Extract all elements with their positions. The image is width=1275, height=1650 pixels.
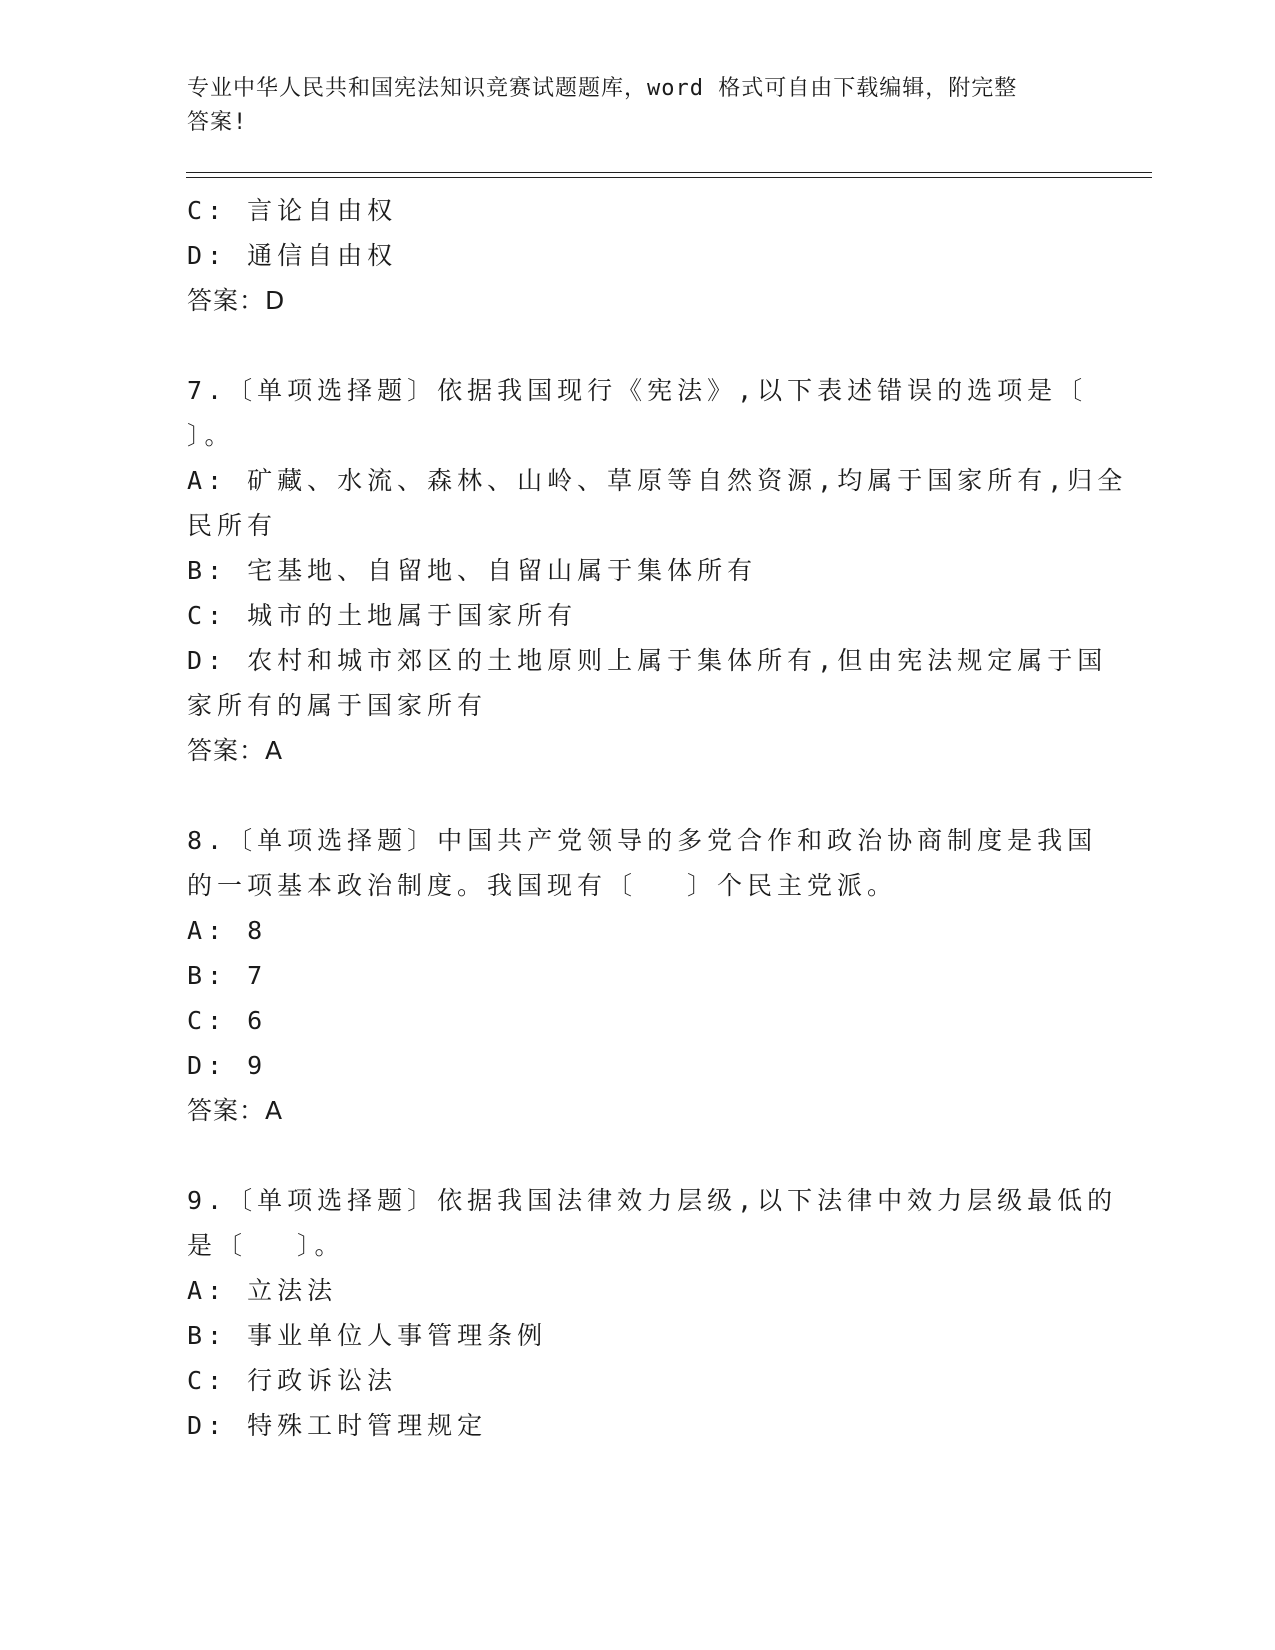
question-stem: 7.〔单项选择题〕依据我国现行《宪法》,以下表述错误的选项是〔 xyxy=(187,376,1088,405)
option-d-cont: 家所有的属于国家所有 xyxy=(187,691,488,720)
question-stem-cont: 是〔 〕。 xyxy=(187,1231,345,1260)
question-stem-cont: 的一项基本政治制度。我国现有〔 〕个民主党派。 xyxy=(187,871,898,900)
option-a-cont: 民所有 xyxy=(187,511,278,540)
answer: 答案：A xyxy=(187,1096,284,1125)
option-c: C: 言论自由权 xyxy=(187,196,398,225)
option-d: D: 通信自由权 xyxy=(187,241,398,270)
question-6-tail xyxy=(187,188,1087,323)
option-c: C: 城市的土地属于国家所有 xyxy=(187,601,578,630)
option-a: A: 立法法 xyxy=(187,1276,338,1305)
option-d: D: 特殊工时管理规定 xyxy=(187,1411,488,1440)
option-d: D: 农村和城市郊区的土地原则上属于集体所有,但由宪法规定属于国 xyxy=(187,646,1108,675)
option-a: A: 8 xyxy=(187,916,268,945)
answer: 答案：D xyxy=(187,286,286,315)
option-b: B: 7 xyxy=(187,961,268,990)
question-8 xyxy=(187,818,1098,1133)
header-rule-top xyxy=(186,172,1152,173)
option-b: B: 宅基地、自留地、自留山属于集体所有 xyxy=(187,556,758,585)
header-line-1: 专业中华人民共和国宪法知识竞赛试题题库，word 格式可自由下载编辑，附完整 xyxy=(187,76,1018,101)
option-c: C: 行政诉讼法 xyxy=(187,1366,398,1395)
header-rule-bottom xyxy=(186,177,1152,178)
spacer xyxy=(187,1133,1087,1178)
option-a: A: 矿藏、水流、森林、山岭、草原等自然资源,均属于国家所有,归全 xyxy=(187,466,1128,495)
question-stem: 8.〔单项选择题〕中国共产党领导的多党合作和政治协商制度是我国 xyxy=(187,826,1098,855)
question-7 xyxy=(187,368,1128,773)
header-line-2: 答案! xyxy=(187,110,248,135)
document-header xyxy=(187,72,1067,140)
option-d: D: 9 xyxy=(187,1051,268,1080)
question-stem-cont: 〕。 xyxy=(187,421,235,450)
spacer xyxy=(187,773,1087,818)
spacer xyxy=(187,323,1087,368)
question-stem: 9.〔单项选择题〕依据我国法律效力层级,以下法律中效力层级最低的 xyxy=(187,1186,1118,1215)
option-c: C: 6 xyxy=(187,1006,268,1035)
question-9 xyxy=(187,1178,1118,1448)
option-b: B: 事业单位人事管理条例 xyxy=(187,1321,548,1350)
question-content xyxy=(187,188,1128,1448)
answer: 答案：A xyxy=(187,736,284,765)
